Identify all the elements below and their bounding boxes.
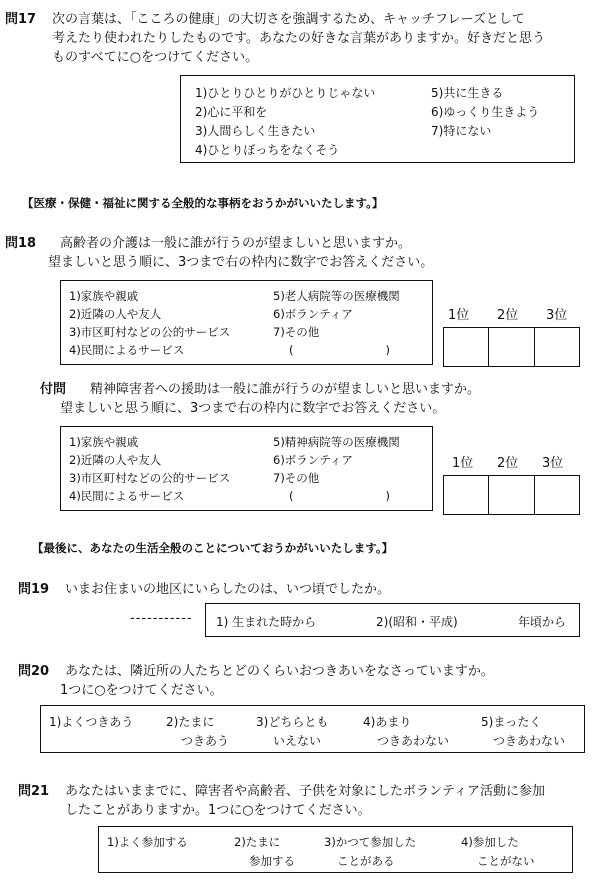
q20-option-4-line2: つきあわない: [377, 734, 450, 748]
q18sub-option-7-blank: ( ): [289, 489, 390, 503]
q20-option-5[interactable]: 5)まったく: [481, 715, 542, 729]
q18sub-number: 付問: [40, 382, 67, 397]
q18-rank-1-box[interactable]: [444, 328, 489, 366]
q17-option-5[interactable]: 5)共に生きる: [431, 86, 504, 100]
q19-option-1[interactable]: 1) 生まれた時から: [216, 615, 317, 629]
q21-option-3[interactable]: 3)かつて参加した: [324, 835, 417, 849]
q17-options-box: [180, 75, 575, 163]
q18-rank-1-label: 1位: [448, 308, 470, 323]
q18sub-rank-boxes: [443, 475, 580, 515]
q18-text-line2: 望ましいと思う順に、3つまで右の枠内に数字でお答えください。: [48, 255, 434, 270]
q18sub-option-5: 5)精神病院等の医療機関: [273, 435, 400, 449]
q18sub-option-6: 6)ボランティア: [273, 453, 353, 467]
q18-option-1: 1)家族や親戚: [69, 289, 139, 303]
q21-option-1[interactable]: 1)よく参加する: [107, 835, 188, 849]
q20-option-4[interactable]: 4)あまり: [363, 715, 412, 729]
q17-option-6[interactable]: 6)ゆっくり生きよう: [431, 105, 540, 119]
q21-text-line1: あなたはいままでに、障害者や高齢者、子供を対象にしたボランティア活動に参加: [65, 784, 545, 799]
q18-rank-2-box[interactable]: [489, 328, 534, 366]
q19-dash-leader: -----------: [130, 611, 193, 626]
q18-option-7: 7)その他: [273, 325, 320, 339]
q17-number: 問17: [5, 12, 37, 27]
q17-text-line2: 考えたり使われたりしたものです。あなたの好きな言葉がありますか。好きだと思う: [52, 31, 545, 46]
q20-option-2-line2: つきあう: [181, 734, 230, 748]
q18sub-option-7: 7)その他: [273, 471, 320, 485]
q20-number: 問20: [18, 664, 50, 679]
q18sub-rank-3-box[interactable]: [535, 476, 579, 514]
q17-text-line3: ものすべてに○をつけてください。: [52, 50, 259, 65]
q17-text-line1: 次の言葉は、「こころの健康」の大切さを強調するため、キャッチフレーズとして: [52, 12, 525, 27]
q18-option-5: 5)老人病院等の医療機関: [273, 289, 400, 303]
q21-option-3-line2: ことがある: [337, 854, 395, 868]
q18-option-2: 2)近隣の人や友人: [69, 307, 162, 321]
q18-option-4: 4)民間によるサービス: [69, 343, 185, 357]
q18sub-rank-2-label: 2位: [497, 456, 519, 471]
q18sub-options-box: [60, 426, 433, 511]
q21-option-4[interactable]: 4)参加した: [461, 835, 519, 849]
q18-option-7-blank: ( ): [289, 343, 390, 357]
q18-rank-3-label: 3位: [546, 308, 568, 323]
q18sub-option-3: 3)市区町村などの公的サービス: [69, 471, 231, 485]
q21-options-box: [98, 826, 573, 873]
q18-number: 問18: [5, 236, 37, 251]
q17-option-2[interactable]: 2)心に平和を: [195, 105, 268, 119]
q18-option-6: 6)ボランティア: [273, 307, 353, 321]
q20-text-line1: あなたは、隣近所の人たちとどのくらいおつきあいをなさっていますか。: [65, 664, 494, 679]
q17-option-7[interactable]: 7)特にない: [431, 124, 492, 138]
q17-option-4[interactable]: 4)ひとりぼっちをなくそう: [195, 143, 340, 157]
q20-option-3[interactable]: 3)どちらとも: [256, 715, 329, 729]
section-heading-life: 【最後に、あなたの生活全般のことについておうかがいいたします。】: [32, 541, 394, 555]
q19-option-2-suffix: 年頃から: [518, 615, 567, 629]
q21-option-2[interactable]: 2)たまに: [234, 835, 281, 849]
q19-options-box: [205, 603, 580, 637]
section-heading-medical: 【医療・保健・福祉に関する全般的な事柄をおうかがいいたします。】: [22, 196, 384, 210]
q19-option-2[interactable]: 2)(昭和・平成): [376, 615, 458, 629]
q21-option-2-line2: 参加する: [249, 854, 295, 868]
q21-option-4-line2: ことがない: [477, 854, 535, 868]
q18-rank-2-label: 2位: [497, 308, 519, 323]
q18sub-rank-3-label: 3位: [542, 456, 564, 471]
q18sub-rank-2-box[interactable]: [489, 476, 534, 514]
q18-text-line1: 高齢者の介護は一般に誰が行うのが望ましいと思いますか。: [60, 236, 412, 251]
q18sub-option-2: 2)近隣の人や友人: [69, 453, 162, 467]
q18-options-box: [60, 280, 433, 365]
q18sub-rank-1-box[interactable]: [444, 476, 489, 514]
q21-number: 問21: [18, 784, 50, 799]
q20-text-line2: 1つに○をつけてください。: [60, 683, 223, 698]
q21-text-line2: したことがありますか。1つに○をつけてください。: [65, 803, 371, 818]
q18sub-option-1: 1)家族や親戚: [69, 435, 139, 449]
q18sub-option-4: 4)民間によるサービス: [69, 489, 185, 503]
q18sub-rank-1-label: 1位: [452, 456, 474, 471]
q20-option-5-line2: つきあわない: [493, 734, 566, 748]
q20-options-box: [40, 705, 585, 753]
q17-option-1[interactable]: 1)ひとりひとりがひとりじゃない: [195, 86, 376, 100]
q18sub-text-line2: 望ましいと思う順に、3つまで右の枠内に数字でお答えください。: [60, 401, 446, 416]
q18-rank-3-box[interactable]: [535, 328, 579, 366]
q20-option-1[interactable]: 1)よくつきあう: [49, 715, 134, 729]
q20-option-2[interactable]: 2)たまに: [166, 715, 215, 729]
q18sub-text-line1: 精神障害者への援助は一般に誰が行うのが望ましいと思いますか。: [90, 382, 481, 397]
q18-rank-boxes: [443, 327, 580, 367]
q20-option-3-line2: いえない: [273, 734, 322, 748]
q18-option-3: 3)市区町村などの公的サービス: [69, 325, 231, 339]
q19-number: 問19: [18, 582, 50, 597]
q19-text-line1: いまお住まいの地区にいらしたのは、いつ頃でしたか。: [65, 582, 391, 597]
q17-option-3[interactable]: 3)人間らしく生きたい: [195, 124, 316, 138]
